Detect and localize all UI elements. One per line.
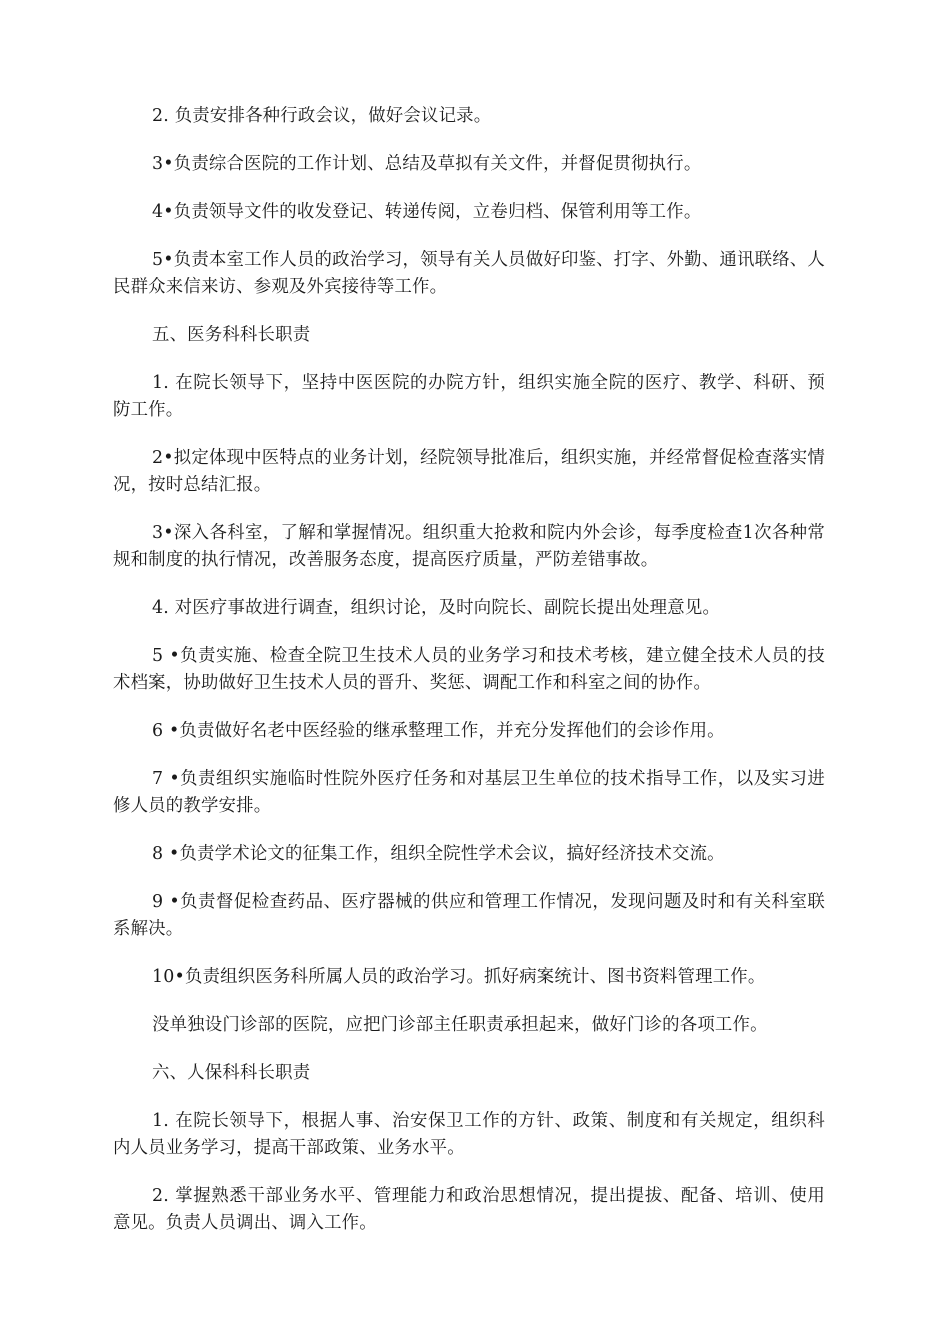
paragraph: 3•深入各科室，了解和掌握情况。组织重大抢救和院内外会诊，每季度检查1次各种常规和制度的执行情况，改善服务态度，提高医疗质量，严防差错事故。 bbox=[113, 523, 825, 570]
paragraph: 2. 负责安排各种行政会议，做好会议记录。 bbox=[152, 106, 492, 126]
paragraph: 2. 掌握熟悉干部业务水平、管理能力和政治思想情况，提出提拔、配备、培训、使用意见。负责人员调出、调入工作。 bbox=[113, 1186, 825, 1233]
paragraph: 9 •负责督促检查药品、医疗器械的供应和管理工作情况，发现问题及时和有关科室联系解决。 bbox=[113, 892, 825, 939]
paragraph: 3•负责综合医院的工作计划、总结及草拟有关文件，并督促贯彻执行。 bbox=[152, 154, 702, 174]
paragraph: 4. 对医疗事故进行调查，组织讨论，及时向院长、副院长提出处理意见。 bbox=[152, 598, 721, 618]
paragraph: 7 •负责组织实施临时性院外医疗任务和对基层卫生单位的技术指导工作，以及实习进修人员的教学安排。 bbox=[113, 769, 825, 816]
section-heading: 六、人保科科长职责 bbox=[152, 1063, 311, 1083]
document-body bbox=[113, 103, 825, 1258]
section-heading: 五、医务科科长职责 bbox=[152, 325, 311, 345]
paragraph: 6 •负责做好名老中医经验的继承整理工作，并充分发挥他们的会诊作用。 bbox=[152, 721, 725, 741]
paragraph: 8 •负责学术论文的征集工作，组织全院性学术会议，搞好经济技术交流。 bbox=[152, 844, 725, 864]
paragraph: 10•负责组织医务科所属人员的政治学习。抓好病案统计、图书资料管理工作。 bbox=[152, 967, 766, 987]
paragraph: 5•负责本室工作人员的政治学习，领导有关人员做好印鉴、打字、外勤、通讯联络、人民群众来信来访、参观及外宾接待等工作。 bbox=[113, 250, 825, 297]
paragraph: 没单独设门诊部的医院，应把门诊部主任职责承担起来，做好门诊的各项工作。 bbox=[152, 1015, 768, 1035]
paragraph: 4•负责领导文件的收发登记、转递传阅，立卷归档、保管利用等工作。 bbox=[152, 202, 702, 222]
paragraph: 2•拟定体现中医特点的业务计划，经院领导批准后，组织实施，并经常督促检查落实情况，按时总结汇报。 bbox=[113, 448, 825, 495]
paragraph: 5 •负责实施、检查全院卫生技术人员的业务学习和技术考核，建立健全技术人员的技术档案，协助做好卫生技术人员的晋升、奖惩、调配工作和科室之间的协作。 bbox=[113, 646, 825, 693]
paragraph: 1. 在院长领导下，根据人事、治安保卫工作的方针、政策、制度和有关规定，组织科内人员业务学习，提高干部政策、业务水平。 bbox=[113, 1111, 825, 1158]
paragraph: 1. 在院长领导下，坚持中医医院的办院方针，组织实施全院的医疗、教学、科研、预防工作。 bbox=[113, 373, 825, 420]
